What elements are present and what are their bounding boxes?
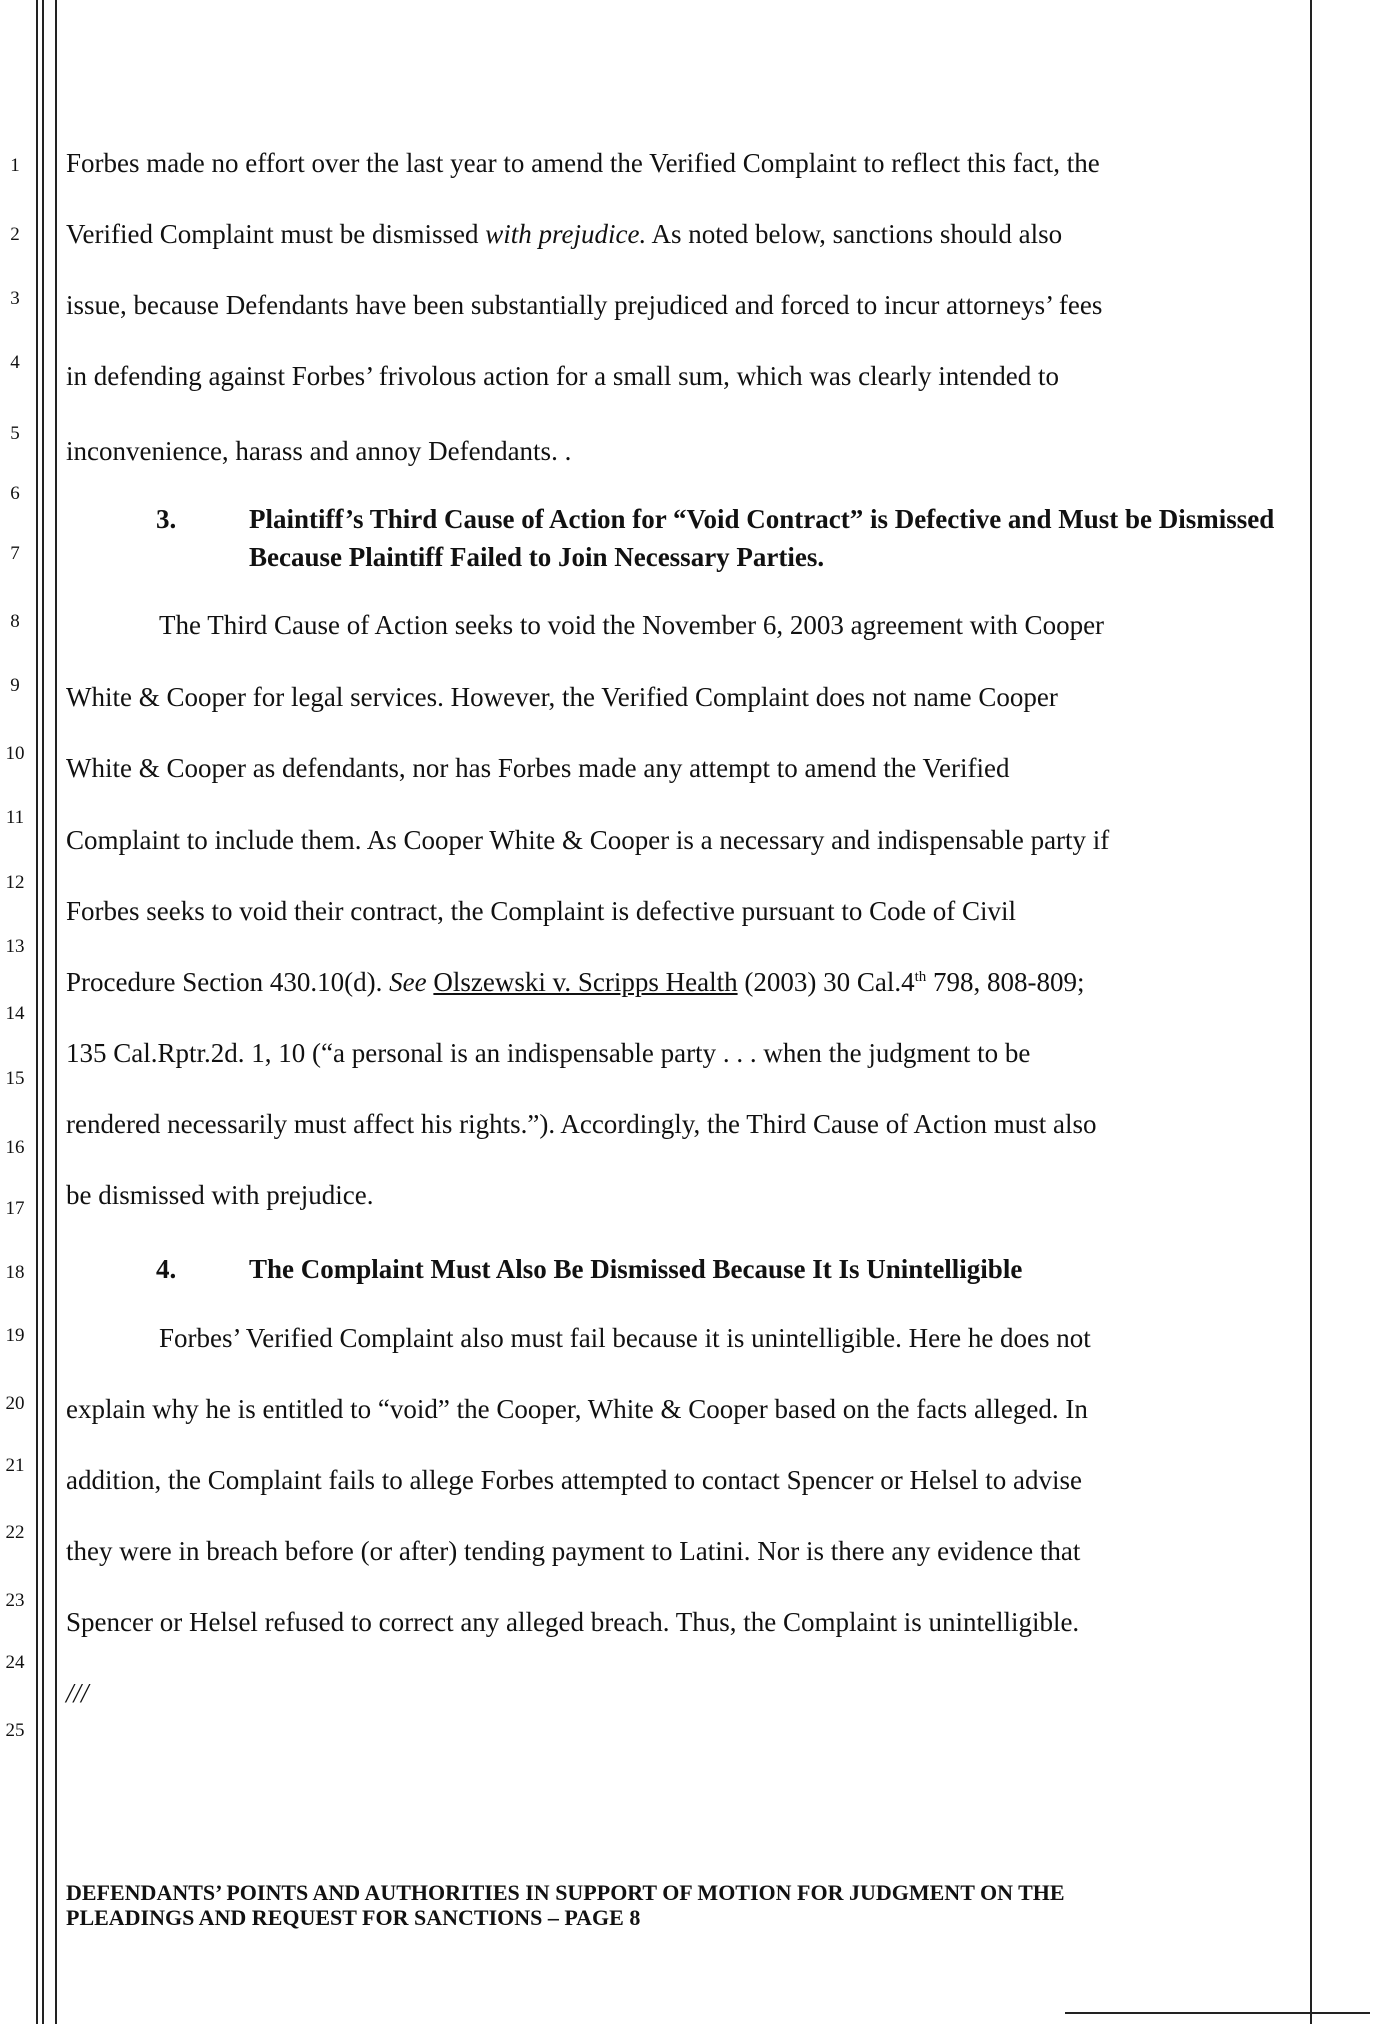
line-number: 3: [10, 288, 20, 309]
line-number: 1: [10, 155, 20, 176]
line-number: 22: [5, 1522, 25, 1543]
line-number: 25: [5, 1720, 25, 1741]
line-number: 16: [5, 1137, 25, 1158]
line-number: 7: [10, 543, 20, 564]
left-margin-rule-middle: [42, 0, 44, 2024]
section-heading-3: [156, 500, 1291, 580]
line-number: 2: [10, 224, 20, 245]
text-line: be dismissed with prejudice.: [66, 1180, 374, 1210]
text-line: Complaint to include them. As Cooper White & Cooper is a necessary and indispensable party if: [66, 825, 1110, 855]
line-number: 14: [5, 1003, 25, 1024]
text-line: White & Cooper as defendants, nor has Forbes made any attempt to amend the Verified: [66, 753, 1010, 783]
text-line: ///: [66, 1678, 89, 1708]
page-footer: [66, 1880, 1291, 1930]
text-run: 798, 808-809;: [926, 967, 1085, 997]
text-line: explain why he is entitled to “void” the Cooper, White & Cooper based on the facts alleged. In: [66, 1394, 1088, 1424]
section-heading-4: [156, 1250, 1291, 1290]
heading-text: Plaintiff’s Third Cause of Action for “Void Contract” is Defective and Must be Dismissed Because Plaintiff Failed to Join Necessary Parties.: [249, 504, 1275, 572]
right-margin-rule: [1310, 0, 1312, 2024]
line-number: 23: [5, 1590, 25, 1611]
text-line: White & Cooper for legal services. However, the Verified Complaint does not name Cooper: [66, 682, 1058, 712]
text-line: Forbes seeks to void their contract, the Complaint is defective pursuant to Code of Civil: [66, 896, 1017, 926]
line-number: 21: [5, 1455, 25, 1476]
text-line: in defending against Forbes’ frivolous action for a small sum, which was clearly intended to: [66, 361, 1060, 391]
italic-text: with prejudice.: [485, 219, 647, 249]
left-margin-rule-inner: [55, 0, 57, 2024]
footer-line: DEFENDANTS’ POINTS AND AUTHORITIES IN SUPPORT OF MOTION FOR JUDGMENT ON THE: [66, 1880, 1065, 1905]
line-number: 18: [5, 1262, 25, 1283]
heading-text: The Complaint Must Also Be Dismissed Because It Is Unintelligible: [249, 1254, 1023, 1284]
text-run: Procedure Section 430.10(d).: [66, 967, 390, 997]
text-line: Forbes made no effort over the last year to amend the Verified Complaint to reflect this fact, the: [66, 148, 1100, 178]
line-number: 11: [5, 807, 25, 828]
line-number: 24: [5, 1652, 25, 1673]
text-line: Spencer or Helsel refused to correct any alleged breach. Thus, the Complaint is unintelligible.: [66, 1607, 1080, 1637]
text-line: rendered necessarily must affect his rights.”). Accordingly, the Third Cause of Action must also: [66, 1109, 1097, 1139]
bottom-rule: [1065, 2012, 1370, 2014]
left-margin-rule-outer: [36, 0, 38, 2024]
text-line: [66, 217, 1291, 251]
line-number: 12: [5, 872, 25, 893]
text-run: As noted below, sanctions should also: [646, 219, 1063, 249]
heading-number: 3.: [156, 504, 177, 534]
text-line: inconvenience, harass and annoy Defendants. .: [66, 436, 572, 466]
footer-line: PLEADINGS AND REQUEST FOR SANCTIONS – PAGE 8: [66, 1905, 641, 1930]
line-number: 4: [10, 352, 20, 373]
text-run: Verified Complaint must be dismissed: [66, 219, 486, 249]
line-number: 15: [5, 1068, 25, 1089]
line-number: 17: [5, 1198, 25, 1219]
line-number: 20: [5, 1393, 25, 1414]
text-line: addition, the Complaint fails to allege Forbes attempted to contact Spencer or Helsel to advise: [66, 1465, 1082, 1495]
line-number: 9: [10, 675, 20, 696]
case-citation: Olszewski v. Scripps Health: [433, 967, 738, 997]
text-line: [66, 965, 1291, 999]
text-run: (2003) 30 Cal.4: [737, 967, 915, 997]
text-line: 135 Cal.Rptr.2d. 1, 10 (“a personal is an indispensable party . . . when the judgment to be: [66, 1038, 1031, 1068]
text-line: The Third Cause of Action seeks to void the November 6, 2003 agreement with Cooper: [159, 610, 1105, 640]
text-line: Forbes’ Verified Complaint also must fail because it is unintelligible. Here he does not: [159, 1323, 1091, 1353]
line-number: 19: [5, 1325, 25, 1346]
text-line: issue, because Defendants have been substantially prejudiced and forced to incur attorneys’ fees: [66, 290, 1103, 320]
text-line: they were in breach before (or after) tending payment to Latini. Nor is there any evidence that: [66, 1536, 1081, 1566]
line-number: 6: [10, 483, 20, 504]
line-number: 10: [5, 743, 25, 764]
superscript: th: [914, 969, 927, 985]
line-number: 13: [5, 936, 25, 957]
line-number: 8: [10, 611, 20, 632]
heading-number: 4.: [156, 1254, 177, 1284]
line-number: 5: [10, 423, 20, 444]
italic-text: See: [389, 967, 427, 997]
